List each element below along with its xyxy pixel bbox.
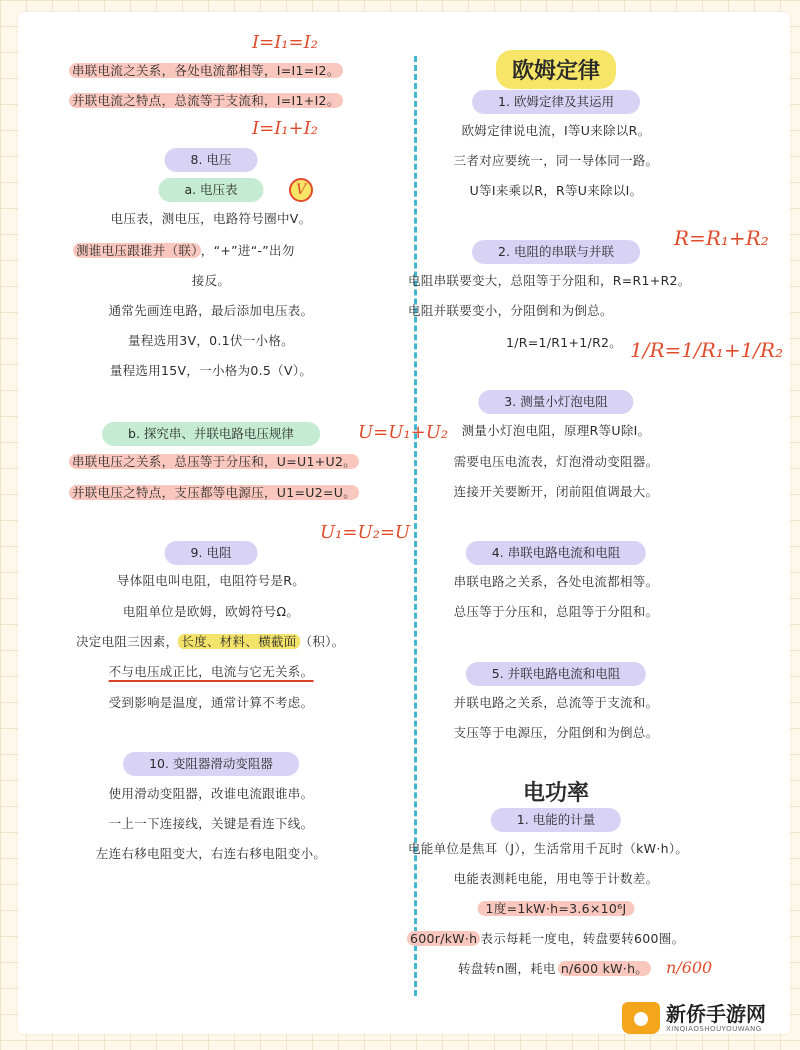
annotation-parallel-resistance: 1/R=1/R₁+1/R₂ xyxy=(630,338,784,362)
heading-voltmeter: a. 电压表 xyxy=(158,178,263,202)
right-line-17: 600r/kW·h 表示每耗一度电，转盘要转600圈。 xyxy=(410,930,684,948)
left-line-13: 决定电阻三因素， 长度、材料、横截面 （积）。 xyxy=(76,634,345,649)
left-line-11: 导体阻电叫电阻，电阻符号是R。 xyxy=(116,573,306,588)
left-line-14: 不与电压成正比，电流与它无关系。 xyxy=(109,663,314,681)
right-line-6: 1/R=1/R1+1/R2。 xyxy=(506,335,623,350)
left-line-10: 并联电压之特点，支压都等电源压，U1=U2=U。 xyxy=(72,484,359,502)
left-line-7: 量程选用3V，0.1伏一小格。 xyxy=(128,333,294,348)
right-line-2: 三者对应要统一，同一导体同一路。 xyxy=(453,153,659,168)
annotation-parallel-voltage: U₁=U₂=U xyxy=(320,522,411,543)
annotation-energy-fraction: n/600 xyxy=(666,958,713,977)
right-line-12: 并联电路之关系，总流等于支流和。 xyxy=(453,695,659,710)
heading-ohms-law-use: 1. 欧姆定律及其运用 xyxy=(472,90,640,114)
right-line-4: 电阻串联要变大，总阻等于分阻和，R=R1+R2。 xyxy=(408,273,691,288)
left-line-4: 测谁电压跟谁并（联） ，“+”进“-”出勿 xyxy=(76,242,295,260)
title-ohms-law: 欧姆定律 xyxy=(496,50,616,89)
left-line-15: 受到影响是温度，通常计算不考虑。 xyxy=(108,695,314,710)
left-line-6: 通常先画连电路，最后添加电压表。 xyxy=(108,303,314,318)
left-line-16: 使用滑动变阻器，改谁电流跟谁串。 xyxy=(108,786,314,801)
heading-voltage: 8. 电压 xyxy=(165,148,258,172)
heading-voltage-law: b. 探究串、并联电路电压规律 xyxy=(102,422,320,446)
logo-house-icon xyxy=(622,1002,660,1034)
left-line-17: 一上一下连接线，关键是看连下线。 xyxy=(108,816,314,831)
annotation-parallel-current: I=I₁+I₂ xyxy=(252,118,318,139)
logo-brand-text: 新侨手游网 xyxy=(666,1002,766,1026)
heading-resistance: 9. 电阻 xyxy=(165,541,258,565)
annotation-voltmeter-symbol: V xyxy=(289,178,313,202)
heading-parallel-circuit: 5. 并联电路电流和电阻 xyxy=(466,662,646,686)
annotation-series-current: I=I₁=I₂ xyxy=(252,32,318,53)
right-line-9: 连接开关要断开，闭前阻值调最大。 xyxy=(453,484,659,499)
right-line-7: 测量小灯泡电阻，原理R等U除I。 xyxy=(461,423,651,438)
right-line-16: 1度=1kW·h=3.6×10⁶J xyxy=(478,900,635,918)
right-line-8: 需要电压电流表，灯泡滑动变阻器。 xyxy=(453,454,659,469)
logo-sub-text: XINQIAOSHOUYOUWANG xyxy=(666,1025,762,1033)
site-logo xyxy=(622,1002,766,1034)
annotation-series-resistance: R=R₁+R₂ xyxy=(674,226,769,250)
heading-series-circuit: 4. 串联电路电流和电阻 xyxy=(466,541,646,565)
left-line-9: 串联电压之关系，总压等于分压和，U=U1+U2。 xyxy=(72,453,359,471)
left-line-8: 量程选用15V，一小格为0.5（V）。 xyxy=(109,363,313,378)
right-line-5: 电阻并联要变小，分阻倒和为倒总。 xyxy=(408,303,613,318)
title-electric-power: 电功率 xyxy=(522,781,590,806)
right-line-11: 总压等于分压和，总阻等于分阻和。 xyxy=(453,604,659,619)
left-line-3: 电压表，测电压，电路符号圈中V。 xyxy=(110,211,312,226)
left-line-5: 接反。 xyxy=(191,273,231,288)
left-line-18: 左连右移电阻变大，右连右移电阻变小。 xyxy=(95,846,327,861)
heading-energy-measure: 1. 电能的计量 xyxy=(491,808,621,832)
right-line-14: 电能单位是焦耳（J），生活常用千瓦时（kW·h）。 xyxy=(408,841,689,856)
right-line-1: 欧姆定律说电流，I等U来除以R。 xyxy=(461,123,651,138)
right-line-10: 串联电路之关系，各处电流都相等。 xyxy=(453,574,659,589)
right-line-13: 支压等于电源压，分阻倒和为倒总。 xyxy=(453,725,659,740)
left-line-12: 电阻单位是欧姆，欧姆符号Ω。 xyxy=(122,604,300,619)
left-line-1: 串联电流之关系，各处电流都相等，I=I1=I2。 xyxy=(72,62,343,80)
right-line-15: 电能表测耗电能，用电等于计数差。 xyxy=(453,871,659,886)
right-line-3: U等I来乘以R，R等U来除以I。 xyxy=(469,183,643,198)
right-line-18: 转盘转n圈，耗电 n/600 kW·h。 xyxy=(458,960,651,978)
heading-rheostat: 10. 变阻器滑动变阻器 xyxy=(123,752,299,776)
watermark xyxy=(44,292,92,356)
left-line-2: 并联电流之特点，总流等于支流和，I=I1+I2。 xyxy=(72,92,343,110)
note-sheet xyxy=(18,12,790,1034)
annotation-series-voltage: U=U₁+U₂ xyxy=(358,422,449,443)
heading-bulb-resistance: 3. 测量小灯泡电阻 xyxy=(478,390,633,414)
heading-series-parallel-resistance: 2. 电阻的串联与并联 xyxy=(472,240,640,264)
